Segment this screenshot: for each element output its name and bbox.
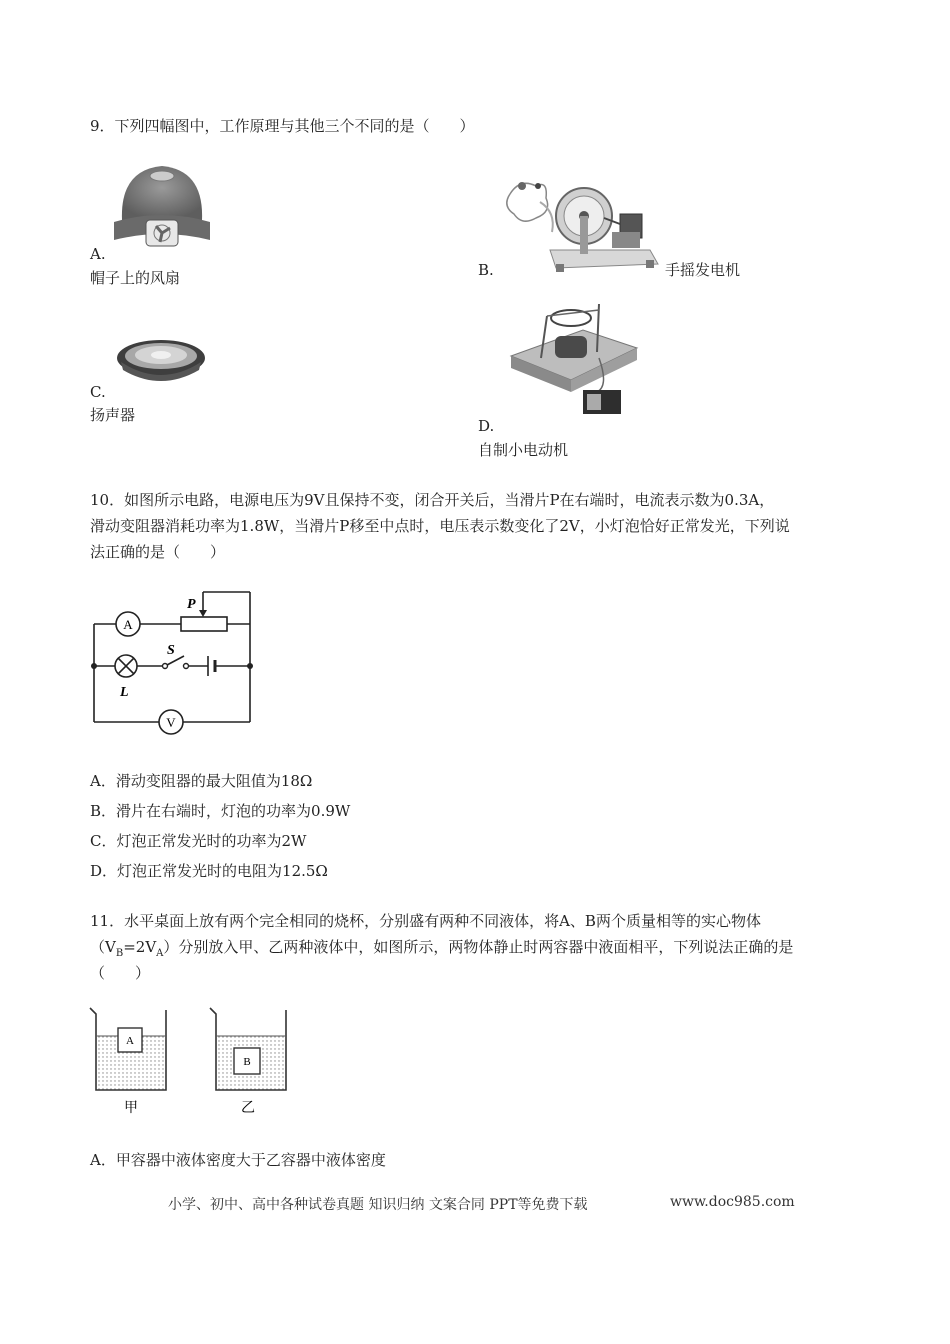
q11-option-a: A．甲容器中液体密度大于乙容器中液体密度 — [90, 1151, 386, 1169]
circuit-diagram — [88, 586, 258, 738]
q10-option-c: C．灯泡正常发光时的功率为2W — [90, 832, 307, 850]
q11-stem-line-1: 11．水平桌面上放有两个完全相同的烧杯，分别盛有两种不同液体，将A、B两个质量相等的实心物体 — [90, 912, 761, 930]
q9-option-d-caption: 自制小电动机 — [478, 441, 569, 459]
q9-stem: 9．下列四幅图中，工作原理与其他三个不同的是（ ） — [90, 117, 475, 135]
homemade-motor-image — [505, 296, 640, 422]
q11-stem-line-2: $(V_B=2V_A)$分别放入甲、乙两种液体中，如图所示，两物体静止时两容器中液面相平，下列说法正确的是 — [90, 938, 794, 959]
lamp-label: L — [120, 685, 129, 700]
slider-label: P — [187, 597, 196, 612]
q9-option-d-letter: D. — [478, 417, 495, 435]
q11-stem-line-3: （ ） — [90, 964, 151, 982]
q10-option-b: B．滑片在右端时，灯泡的功率为0.9W — [90, 802, 351, 820]
q9-option-a-letter: A. — [90, 245, 106, 263]
beaker-jia-label: 甲 — [124, 1100, 138, 1116]
beakers-diagram — [86, 1004, 296, 1120]
speaker-image — [115, 336, 207, 386]
q9-option-c-letter: C. — [90, 383, 106, 401]
cap-fan-image — [110, 162, 215, 254]
footer-url[interactable]: www.doc985.com — [670, 1194, 795, 1210]
q9-option-a-caption: 帽子上的风扇 — [90, 269, 181, 287]
q9-option-c-caption: 扬声器 — [90, 406, 136, 424]
block-b-label: B — [243, 1056, 251, 1068]
q9-option-b-caption: 手摇发电机 — [665, 261, 741, 279]
q9-option-b-letter: B. — [478, 261, 494, 279]
q10-stem-line-2: 滑动变阻器消耗功率为1.8W，当滑片P移至中点时，电压表示数变化了2V，小灯泡恰好正常发光，下列说 — [90, 517, 790, 535]
q10-stem-line-3: 法正确的是（ ） — [90, 543, 226, 561]
block-a-label: A — [126, 1035, 134, 1047]
q10-option-d: D．灯泡正常发光时的电阻为12.5Ω — [90, 862, 328, 880]
footer-text: 小学、初中、高中各种试卷真题 知识归纳 文案合同 PPT等免费下载 — [168, 1197, 588, 1213]
ammeter-label: A — [123, 617, 133, 632]
beaker-yi-label: 乙 — [241, 1100, 255, 1116]
voltmeter-label: V — [166, 715, 176, 730]
switch-label: S — [167, 643, 175, 658]
q10-stem-line-1: 10．如图所示电路，电源电压为9V且保持不变，闭合开关后，当滑片P在右端时，电流表示数为0.3A， — [90, 491, 775, 509]
hand-generator-image — [500, 172, 660, 276]
q10-option-a: A．滑动变阻器的最大阻值为18Ω — [90, 772, 313, 790]
